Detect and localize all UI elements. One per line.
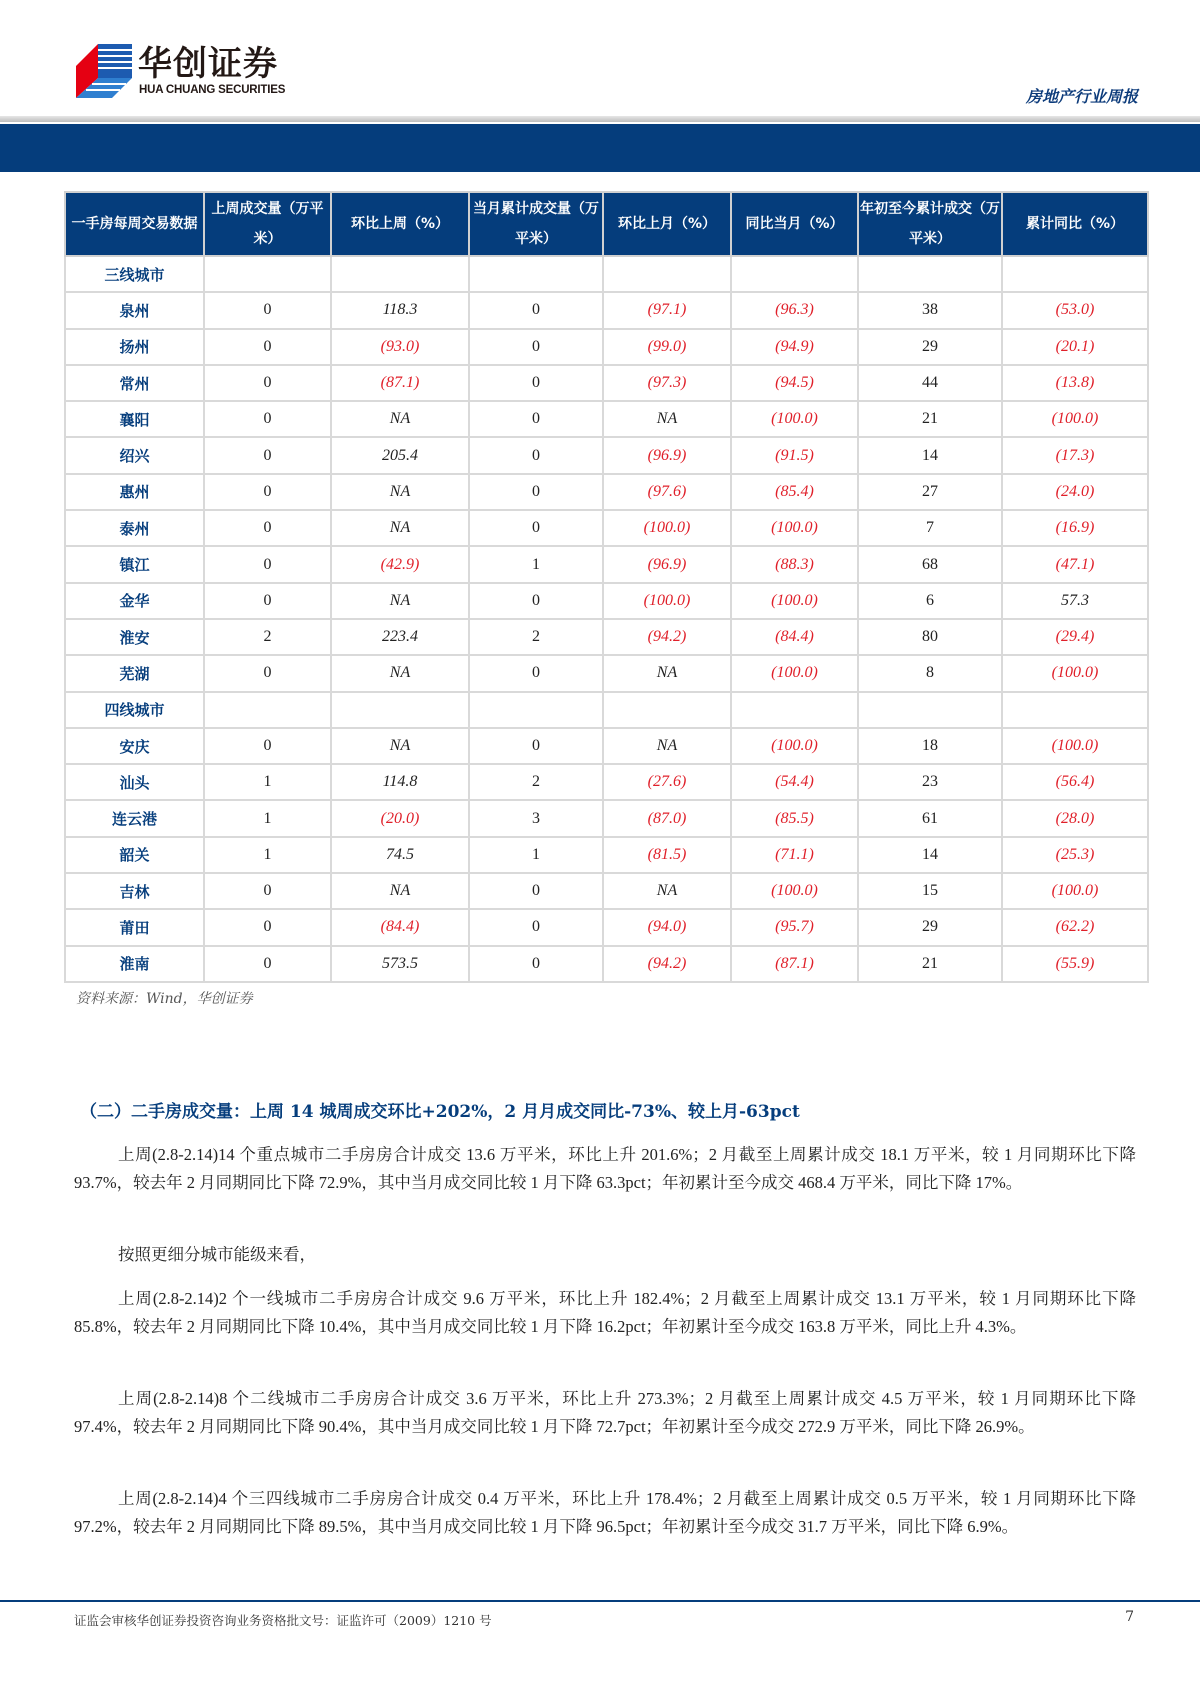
column-header: 同比当月（%） xyxy=(731,192,858,256)
data-cell: (85.5) xyxy=(731,800,858,836)
data-cell: NA xyxy=(603,401,731,437)
table-row xyxy=(65,873,1148,909)
data-cell: NA xyxy=(331,728,469,764)
data-cell: 0 xyxy=(204,655,331,691)
data-cell: (100.0) xyxy=(1002,401,1148,437)
paragraph: 上周(2.8-2.14)14 个重点城市二手房房合计成交 13.6 万平米，环比上升 201.6%；2 月截至上周累计成交 18.1 万平米，较 1 月同期环比下降 93.7%，较去年 2 月同期同比下降 72.9%，其中当月成交同比较 1 月下降 63.3pct；年初累计至今成交 468.4 万平米，同比下降 17%。 xyxy=(74,1145,1136,1192)
city-name: 泉州 xyxy=(65,292,204,328)
table-row xyxy=(65,546,1148,582)
data-cell: (20.0) xyxy=(331,800,469,836)
data-cell: NA xyxy=(603,873,731,909)
data-cell: 0 xyxy=(469,728,603,764)
header-divider xyxy=(0,116,1200,122)
page-number: 7 xyxy=(1125,1609,1134,1625)
data-cell: 0 xyxy=(204,909,331,945)
data-cell: (24.0) xyxy=(1002,474,1148,510)
footer-divider xyxy=(0,1600,1200,1602)
column-header: 一手房每周交易数据 xyxy=(65,192,204,256)
data-cell: 3 xyxy=(469,800,603,836)
section-heading: （二）二手房成交量：上周 14 城周成交环比+202%，2 月月成交同比-73%、较上月-63pct xyxy=(80,1102,800,1122)
data-cell: 38 xyxy=(858,292,1002,328)
table-row xyxy=(65,365,1148,401)
data-cell: 0 xyxy=(204,946,331,982)
data-cell: NA xyxy=(331,401,469,437)
data-cell: 61 xyxy=(858,800,1002,836)
city-name: 淮安 xyxy=(65,619,204,655)
data-cell: 21 xyxy=(858,946,1002,982)
data-cell: 0 xyxy=(469,873,603,909)
group-row xyxy=(65,256,1148,292)
table-row xyxy=(65,583,1148,619)
data-cell: 0 xyxy=(469,329,603,365)
report-type: 房地产行业周报 xyxy=(1025,87,1138,106)
data-cell: 68 xyxy=(858,546,1002,582)
data-cell: NA xyxy=(331,583,469,619)
data-cell: 0 xyxy=(469,474,603,510)
data-cell: 27 xyxy=(858,474,1002,510)
city-name: 淮南 xyxy=(65,946,204,982)
data-cell: 14 xyxy=(858,437,1002,473)
data-cell: NA xyxy=(603,655,731,691)
data-cell: (16.9) xyxy=(1002,510,1148,546)
city-name: 莆田 xyxy=(65,909,204,945)
data-cell: 0 xyxy=(204,401,331,437)
city-name: 泰州 xyxy=(65,510,204,546)
data-cell: 0 xyxy=(469,510,603,546)
paragraph: 上周(2.8-2.14)2 个一线城市二手房房合计成交 9.6 万平米，环比上升 182.4%；2 月截至上周累计成交 13.1 万平米，较 1 月同期环比下降 85.8%，较去年 2 月同期同比下降 10.4%，其中当月成交同比较 1 月下降 16.2pct；年初累计至今成交 163.8 万平米，同比上升 4.3%。 xyxy=(74,1289,1136,1336)
data-cell: (62.2) xyxy=(1002,909,1148,945)
column-header: 环比上月（%） xyxy=(603,192,731,256)
data-cell: 0 xyxy=(469,946,603,982)
data-cell: (100.0) xyxy=(603,583,731,619)
data-cell: 1 xyxy=(469,837,603,873)
data-cell: 21 xyxy=(858,401,1002,437)
data-cell: (96.9) xyxy=(603,546,731,582)
city-name: 汕头 xyxy=(65,764,204,800)
data-cell: (53.0) xyxy=(1002,292,1148,328)
data-cell: 0 xyxy=(469,401,603,437)
data-cell: (100.0) xyxy=(731,510,858,546)
data-cell: (100.0) xyxy=(1002,728,1148,764)
empty-cell xyxy=(469,692,603,728)
logo-mark-icon xyxy=(76,44,132,98)
table-row xyxy=(65,329,1148,365)
data-cell: 18 xyxy=(858,728,1002,764)
data-cell: 7 xyxy=(858,510,1002,546)
city-name: 镇江 xyxy=(65,546,204,582)
data-cell: 0 xyxy=(469,292,603,328)
data-cell: 205.4 xyxy=(331,437,469,473)
data-cell: 223.4 xyxy=(331,619,469,655)
data-cell: (87.1) xyxy=(331,365,469,401)
column-header: 当月累计成交量（万平米） xyxy=(469,192,603,256)
data-cell: (85.4) xyxy=(731,474,858,510)
data-cell: (99.0) xyxy=(603,329,731,365)
data-cell: (47.1) xyxy=(1002,546,1148,582)
data-cell: 114.8 xyxy=(331,764,469,800)
data-cell: (29.4) xyxy=(1002,619,1148,655)
table-row xyxy=(65,764,1148,800)
data-cell: (100.0) xyxy=(731,655,858,691)
data-cell: (54.4) xyxy=(731,764,858,800)
city-name: 金华 xyxy=(65,583,204,619)
empty-cell xyxy=(603,692,731,728)
data-cell: 0 xyxy=(204,728,331,764)
city-name: 芜湖 xyxy=(65,655,204,691)
data-cell: 0 xyxy=(204,437,331,473)
column-header: 累计同比（%） xyxy=(1002,192,1148,256)
column-header: 环比上周（%） xyxy=(331,192,469,256)
data-cell: (71.1) xyxy=(731,837,858,873)
data-cell: 1 xyxy=(204,800,331,836)
data-cell: (87.1) xyxy=(731,946,858,982)
data-cell: 1 xyxy=(204,837,331,873)
data-cell: (84.4) xyxy=(731,619,858,655)
data-cell: (95.7) xyxy=(731,909,858,945)
column-header: 年初至今累计成交（万平米） xyxy=(858,192,1002,256)
data-cell: 6 xyxy=(858,583,1002,619)
table-row xyxy=(65,837,1148,873)
data-cell: 0 xyxy=(204,510,331,546)
paragraph: 按照更细分城市能级来看， xyxy=(118,1245,316,1264)
data-cell: NA xyxy=(331,873,469,909)
table-row xyxy=(65,401,1148,437)
column-header: 上周成交量（万平米） xyxy=(204,192,331,256)
data-cell: 57.3 xyxy=(1002,583,1148,619)
data-cell: 0 xyxy=(204,329,331,365)
data-cell: 15 xyxy=(858,873,1002,909)
data-cell: 0 xyxy=(204,365,331,401)
data-cell: 23 xyxy=(858,764,1002,800)
city-name: 韶关 xyxy=(65,837,204,873)
data-cell: (97.1) xyxy=(603,292,731,328)
city-name: 襄阳 xyxy=(65,401,204,437)
data-cell: (96.9) xyxy=(603,437,731,473)
empty-cell xyxy=(1002,692,1148,728)
city-name: 常州 xyxy=(65,365,204,401)
data-cell: (94.2) xyxy=(603,946,731,982)
data-cell: (88.3) xyxy=(731,546,858,582)
data-cell: 1 xyxy=(204,764,331,800)
empty-cell xyxy=(204,692,331,728)
data-cell: (55.9) xyxy=(1002,946,1148,982)
empty-cell xyxy=(603,256,731,292)
data-cell: 2 xyxy=(469,764,603,800)
group-label: 三线城市 xyxy=(65,256,204,292)
data-cell: 0 xyxy=(204,474,331,510)
data-cell: (100.0) xyxy=(603,510,731,546)
data-cell: (100.0) xyxy=(731,873,858,909)
city-name: 吉林 xyxy=(65,873,204,909)
data-cell: 0 xyxy=(469,365,603,401)
data-cell: 0 xyxy=(204,546,331,582)
data-cell: 0 xyxy=(204,873,331,909)
logo-text-cn: 华创证券 xyxy=(138,44,278,84)
data-cell: 0 xyxy=(469,909,603,945)
data-cell: (100.0) xyxy=(1002,873,1148,909)
empty-cell xyxy=(858,256,1002,292)
city-name: 安庆 xyxy=(65,728,204,764)
data-cell: 8 xyxy=(858,655,1002,691)
data-cell: (100.0) xyxy=(1002,655,1148,691)
data-cell: NA xyxy=(603,728,731,764)
data-cell: (81.5) xyxy=(603,837,731,873)
data-cell: 2 xyxy=(204,619,331,655)
table-source: 资料来源：Wind，华创证券 xyxy=(76,991,253,1007)
empty-cell xyxy=(858,692,1002,728)
data-cell: 1 xyxy=(469,546,603,582)
data-cell: 0 xyxy=(469,583,603,619)
data-cell: NA xyxy=(331,474,469,510)
paragraph: 上周(2.8-2.14)8 个二线城市二手房房合计成交 3.6 万平米，环比上升 273.3%；2 月截至上周累计成交 4.5 万平米，较 1 月同期环比下降 97.4%，较去年 2 月同期同比下降 90.4%，其中当月成交同比较 1 月下降 72.7pct；年初累计至今成交 272.9 万平米，同比下降 26.9%。 xyxy=(74,1389,1136,1436)
data-cell: (25.3) xyxy=(1002,837,1148,873)
data-cell: 80 xyxy=(858,619,1002,655)
data-cell: NA xyxy=(331,510,469,546)
footer-license: 证监会审核华创证券投资咨询业务资格批文号：证监许可（2009）1210 号 xyxy=(74,1613,492,1628)
data-cell: (97.6) xyxy=(603,474,731,510)
empty-cell xyxy=(731,692,858,728)
empty-cell xyxy=(204,256,331,292)
data-cell: (94.9) xyxy=(731,329,858,365)
data-cell: (56.4) xyxy=(1002,764,1148,800)
data-cell: (100.0) xyxy=(731,401,858,437)
table-row xyxy=(65,946,1148,982)
logo-text-en: HUA CHUANG SECURITIES xyxy=(139,84,286,96)
data-cell: 0 xyxy=(204,292,331,328)
empty-cell xyxy=(469,256,603,292)
table-header-row xyxy=(65,192,1148,256)
empty-cell xyxy=(1002,256,1148,292)
city-name: 绍兴 xyxy=(65,437,204,473)
data-cell: (96.3) xyxy=(731,292,858,328)
data-cell: 74.5 xyxy=(331,837,469,873)
paragraph: 上周(2.8-2.14)4 个三四线城市二手房房合计成交 0.4 万平米，环比上升 178.4%；2 月截至上周累计成交 0.5 万平米，较 1 月同期环比下降 97.2%，较去年 2 月同期同比下降 89.5%，其中当月成交同比较 1 月下降 96.5pct；年初累计至今成交 31.7 万平米，同比下降 6.9%。 xyxy=(74,1489,1136,1536)
data-cell: (27.6) xyxy=(603,764,731,800)
empty-cell xyxy=(331,256,469,292)
data-cell: 0 xyxy=(469,655,603,691)
empty-cell xyxy=(331,692,469,728)
data-cell: (93.0) xyxy=(331,329,469,365)
city-name: 惠州 xyxy=(65,474,204,510)
group-label: 四线城市 xyxy=(65,692,204,728)
table-row xyxy=(65,437,1148,473)
data-cell: (94.5) xyxy=(731,365,858,401)
table-row xyxy=(65,619,1148,655)
data-cell: 2 xyxy=(469,619,603,655)
table-row xyxy=(65,909,1148,945)
data-cell: NA xyxy=(331,655,469,691)
data-cell: 118.3 xyxy=(331,292,469,328)
data-cell: (20.1) xyxy=(1002,329,1148,365)
data-cell: (100.0) xyxy=(731,728,858,764)
data-cell: 14 xyxy=(858,837,1002,873)
table-row xyxy=(65,655,1148,691)
data-cell: (94.2) xyxy=(603,619,731,655)
city-name: 连云港 xyxy=(65,800,204,836)
data-cell: (100.0) xyxy=(731,583,858,619)
data-cell: 0 xyxy=(204,583,331,619)
table-row xyxy=(65,474,1148,510)
table-row xyxy=(65,292,1148,328)
table-row xyxy=(65,728,1148,764)
data-cell: (13.8) xyxy=(1002,365,1148,401)
data-cell: (97.3) xyxy=(603,365,731,401)
data-cell: 0 xyxy=(469,437,603,473)
header-band xyxy=(0,124,1200,172)
data-cell: (94.0) xyxy=(603,909,731,945)
data-cell: (91.5) xyxy=(731,437,858,473)
data-cell: 44 xyxy=(858,365,1002,401)
city-name: 扬州 xyxy=(65,329,204,365)
data-cell: (17.3) xyxy=(1002,437,1148,473)
data-cell: (28.0) xyxy=(1002,800,1148,836)
empty-cell xyxy=(731,256,858,292)
data-cell: 29 xyxy=(858,329,1002,365)
data-cell: 573.5 xyxy=(331,946,469,982)
weekly-transaction-table xyxy=(64,191,1149,983)
data-cell: 29 xyxy=(858,909,1002,945)
group-row xyxy=(65,692,1148,728)
company-logo xyxy=(76,44,326,100)
data-cell: (42.9) xyxy=(331,546,469,582)
data-cell: (84.4) xyxy=(331,909,469,945)
table-row xyxy=(65,800,1148,836)
data-cell: (87.0) xyxy=(603,800,731,836)
table-row xyxy=(65,510,1148,546)
